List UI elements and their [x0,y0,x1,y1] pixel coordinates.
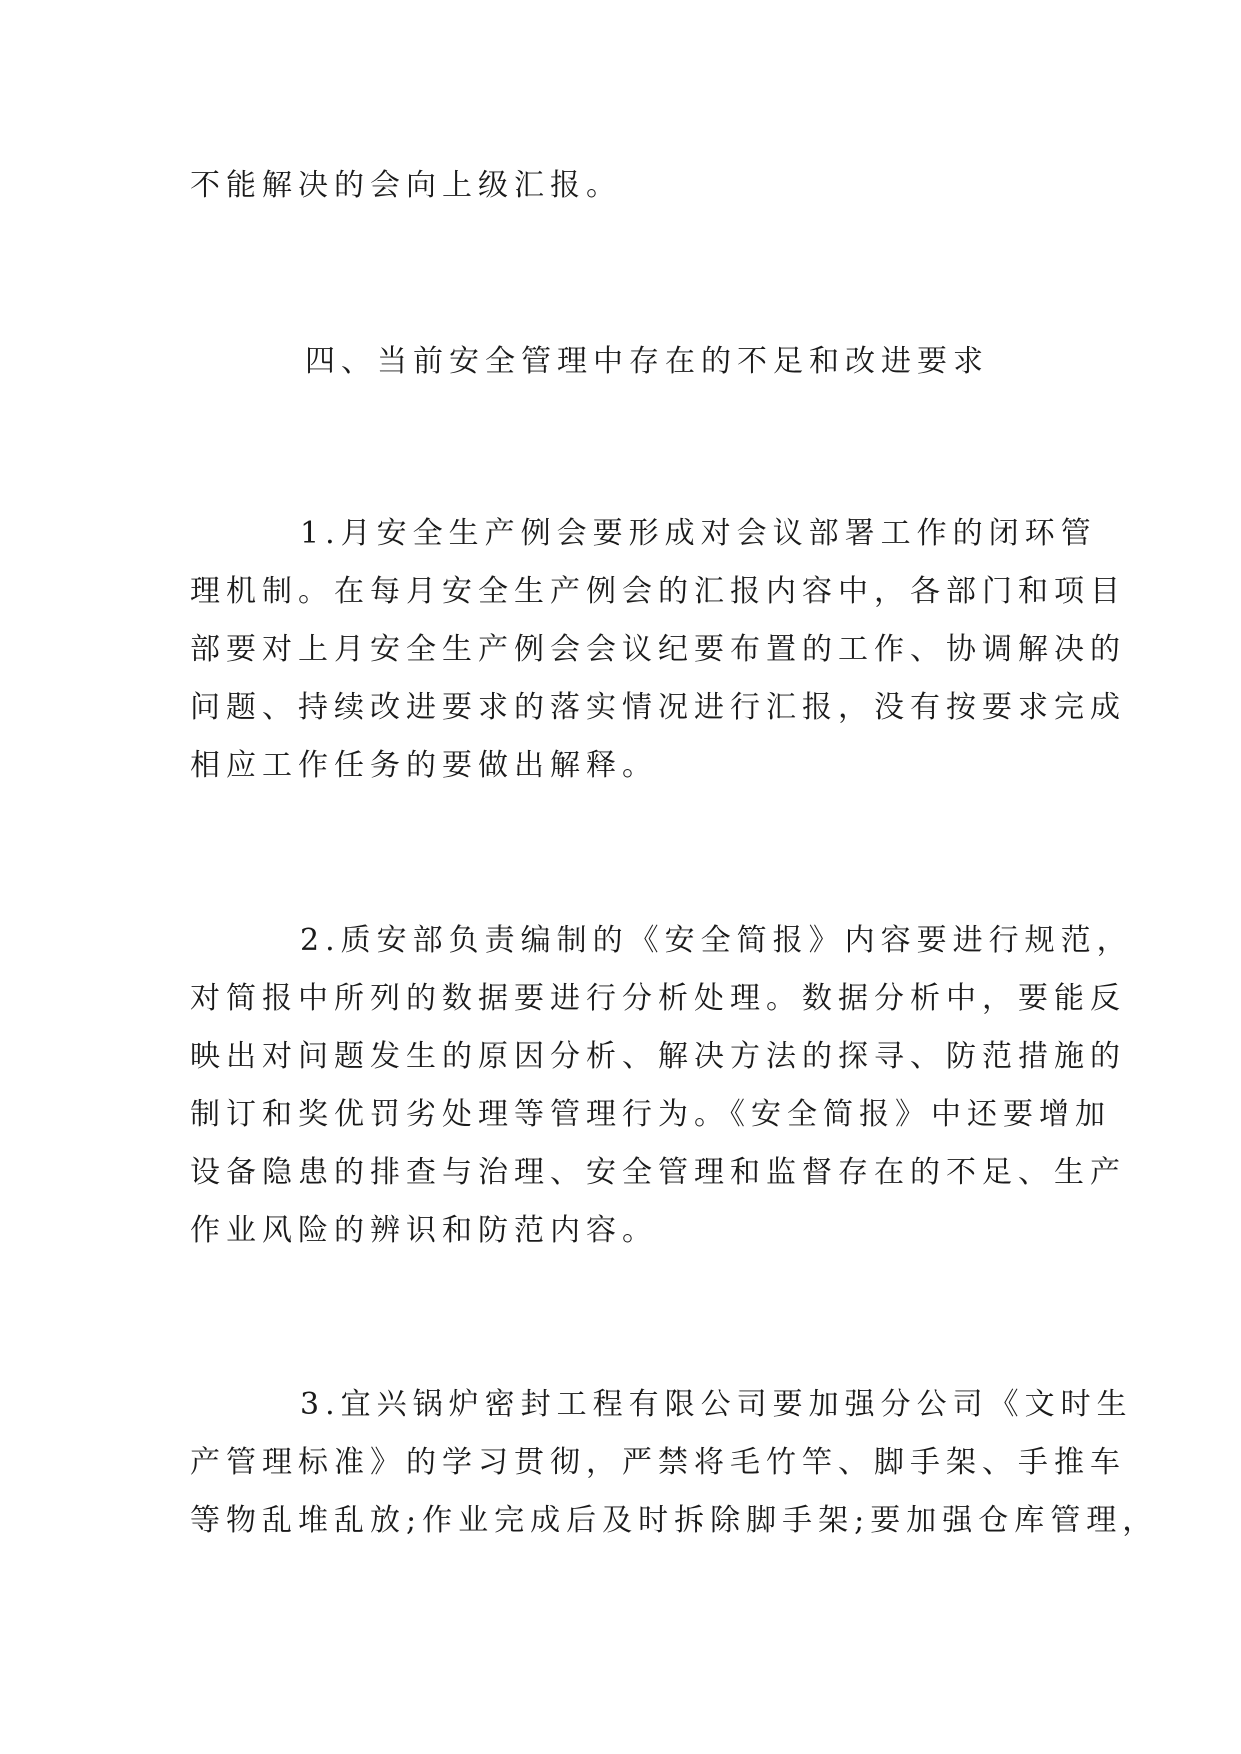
paragraph-line: 部要对上月安全生产例会会议纪要布置的工作、协调解决的 [190,632,1126,667]
paragraph-line: 2.质安部负责编制的《安全简报》内容要进行规范， [300,923,1133,958]
paragraph-line: 对简报中所列的数据要进行分析处理。数据分析中，要能反 [190,981,1126,1016]
section-heading: 四、当前安全管理中存在的不足和改进要求 [305,344,989,379]
paragraph-line: 1.月安全生产例会要形成对会议部署工作的闭环管 [300,516,1097,551]
paragraph-line: 3.宜兴锅炉密封工程有限公司要加强分公司《文时生 [300,1387,1133,1422]
paragraph-line: 理机制。在每月安全生产例会的汇报内容中，各部门和项目 [190,574,1126,609]
paragraph-line: 问题、持续改进要求的落实情况进行汇报，没有按要求完成 [190,690,1126,725]
paragraph-line: 产管理标准》的学习贯彻，严禁将毛竹竿、脚手架、手推车 [190,1445,1126,1480]
paragraph-line: 等物乱堆乱放;作业完成后及时拆除脚手架;要加强仓库管理， [190,1503,1159,1538]
paragraph-line: 相应工作任务的要做出解释。 [190,748,658,783]
paragraph-line: 设备隐患的排查与治理、安全管理和监督存在的不足、生产 [190,1155,1126,1190]
paragraph-line: 映出对问题发生的原因分析、解决方法的探寻、防范措施的 [190,1039,1126,1074]
paragraph-line: 作业风险的辨识和防范内容。 [190,1213,658,1248]
carryover-line: 不能解决的会向上级汇报。 [190,168,622,203]
paragraph-line: 制订和奖优罚劣处理等管理行为。《安全简报》中还要增加 [190,1097,1111,1132]
